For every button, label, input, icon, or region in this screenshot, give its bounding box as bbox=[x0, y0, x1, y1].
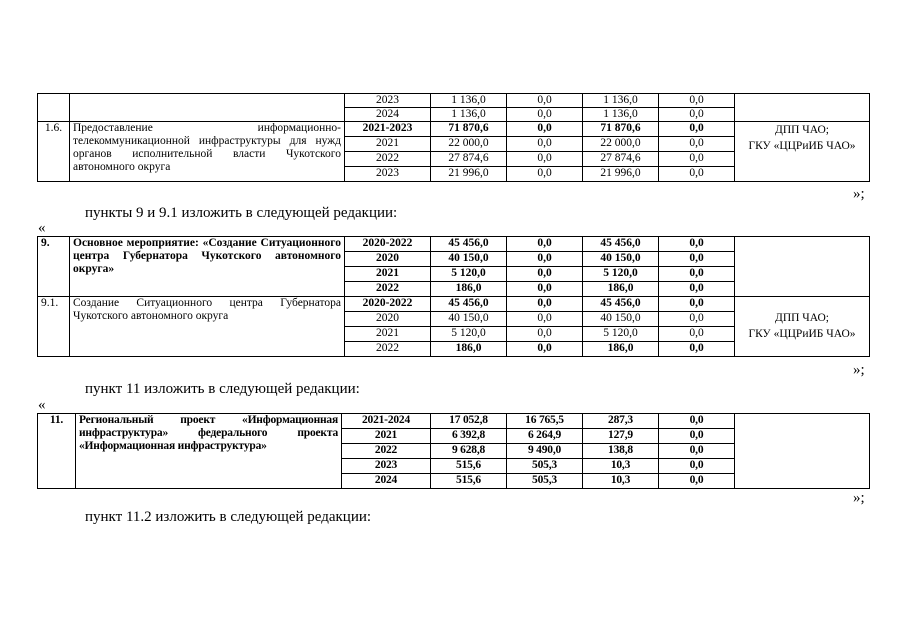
table-row bbox=[38, 297, 870, 312]
year-cell: 2022 bbox=[345, 342, 431, 357]
value-cell: 0,0 bbox=[507, 267, 583, 282]
value-cell: 40 150,0 bbox=[583, 312, 659, 327]
value-cell: 186,0 bbox=[431, 342, 507, 357]
value-cell: 1 136,0 bbox=[583, 94, 659, 108]
year-cell: 2020 bbox=[345, 252, 431, 267]
value-cell: 0,0 bbox=[659, 167, 735, 182]
value-cell: 0,0 bbox=[659, 444, 735, 459]
table-row bbox=[38, 414, 870, 429]
value-cell: 127,9 bbox=[583, 429, 659, 444]
value-cell: 45 456,0 bbox=[431, 237, 507, 252]
value-cell: 0,0 bbox=[659, 327, 735, 342]
value-cell: 0,0 bbox=[507, 137, 583, 152]
value-cell: 5 120,0 bbox=[583, 267, 659, 282]
value-cell: 0,0 bbox=[507, 327, 583, 342]
value-cell: 0,0 bbox=[659, 137, 735, 152]
table-row bbox=[38, 122, 870, 137]
value-cell: 10,3 bbox=[583, 459, 659, 474]
value-cell: 287,3 bbox=[583, 414, 659, 429]
item-number: 11. bbox=[38, 414, 76, 489]
value-cell: 1 136,0 bbox=[431, 94, 507, 108]
year-cell: 2021 bbox=[345, 137, 431, 152]
value-cell: 0,0 bbox=[659, 267, 735, 282]
value-cell: 40 150,0 bbox=[431, 252, 507, 267]
value-cell: 0,0 bbox=[507, 282, 583, 297]
amendment-paragraph: пункт 11.2 изложить в следующей редакции: bbox=[85, 509, 372, 525]
value-cell: 21 996,0 bbox=[431, 167, 507, 182]
year-cell: 2020-2022 bbox=[345, 237, 431, 252]
value-cell: 505,3 bbox=[507, 474, 583, 489]
value-cell: 0,0 bbox=[659, 252, 735, 267]
item-description: Предоставление информационно-телекоммуникационной инфраструктуры для нужд органов исполнительной власти Чукотского автономного округа bbox=[70, 122, 345, 182]
item-number: 9. bbox=[38, 237, 70, 297]
closing-quote: »; bbox=[853, 186, 865, 202]
value-cell: 515,6 bbox=[431, 474, 507, 489]
value-cell: 0,0 bbox=[507, 108, 583, 122]
value-cell: 0,0 bbox=[659, 312, 735, 327]
closing-quote: »; bbox=[853, 490, 865, 506]
value-cell: 71 870,6 bbox=[583, 122, 659, 137]
closing-quote: »; bbox=[853, 362, 865, 378]
value-cell: 0,0 bbox=[507, 152, 583, 167]
value-cell: 0,0 bbox=[659, 414, 735, 429]
value-cell: 22 000,0 bbox=[583, 137, 659, 152]
value-cell: 9 490,0 bbox=[507, 444, 583, 459]
value-cell: 0,0 bbox=[659, 459, 735, 474]
amendment-paragraph: пункт 11 изложить в следующей редакции: bbox=[85, 381, 360, 397]
value-cell: 0,0 bbox=[659, 297, 735, 312]
value-cell: 0,0 bbox=[659, 122, 735, 137]
value-cell: 45 456,0 bbox=[583, 237, 659, 252]
year-cell: 2020 bbox=[345, 312, 431, 327]
value-cell: 0,0 bbox=[659, 429, 735, 444]
value-cell: 40 150,0 bbox=[583, 252, 659, 267]
table-subprogram-1-6 bbox=[37, 93, 870, 182]
value-cell: 0,0 bbox=[507, 122, 583, 137]
executor-cell bbox=[735, 297, 870, 357]
value-cell: 5 120,0 bbox=[431, 327, 507, 342]
value-cell: 505,3 bbox=[507, 459, 583, 474]
executor-line: ГКУ «ЦЦРиИБ ЧАО» bbox=[748, 140, 856, 152]
value-cell: 27 874,6 bbox=[583, 152, 659, 167]
executor-line: ДПП ЧАО; bbox=[774, 124, 830, 136]
table-item-11 bbox=[37, 413, 870, 489]
year-cell: 2022 bbox=[345, 152, 431, 167]
year-cell: 2024 bbox=[342, 474, 431, 489]
year-cell: 2021-2023 bbox=[345, 122, 431, 137]
item-number: 1.6. bbox=[38, 122, 70, 182]
value-cell: 45 456,0 bbox=[583, 297, 659, 312]
value-cell: 0,0 bbox=[659, 94, 735, 108]
year-cell: 2021 bbox=[345, 267, 431, 282]
executor-cell bbox=[735, 414, 870, 489]
value-cell: 5 120,0 bbox=[431, 267, 507, 282]
year-cell: 2021 bbox=[342, 429, 431, 444]
value-cell: 0,0 bbox=[659, 108, 735, 122]
value-cell: 9 628,8 bbox=[431, 444, 507, 459]
value-cell: 0,0 bbox=[659, 342, 735, 357]
description-cell bbox=[70, 94, 345, 122]
year-cell: 2024 bbox=[345, 108, 431, 122]
value-cell: 17 052,8 bbox=[431, 414, 507, 429]
value-cell: 186,0 bbox=[583, 282, 659, 297]
item-description: Региональный проект «Информационная инфраструктура» федерального проекта «Информационная инфраструктура» bbox=[76, 414, 342, 489]
number-cell bbox=[38, 94, 70, 122]
executor-cell bbox=[735, 94, 870, 122]
value-cell: 0,0 bbox=[659, 282, 735, 297]
value-cell: 1 136,0 bbox=[431, 108, 507, 122]
value-cell: 0,0 bbox=[507, 342, 583, 357]
year-cell: 2021 bbox=[345, 327, 431, 342]
opening-quote: « bbox=[38, 220, 46, 236]
value-cell: 0,0 bbox=[507, 167, 583, 182]
value-cell: 186,0 bbox=[583, 342, 659, 357]
value-cell: 40 150,0 bbox=[431, 312, 507, 327]
item-description: Основное мероприятие: «Создание Ситуационного центра Губернатора Чукотского автономного округа» bbox=[70, 237, 345, 297]
value-cell: 6 264,9 bbox=[507, 429, 583, 444]
executor-line: ДПП ЧАО; bbox=[774, 312, 830, 324]
year-cell: 2023 bbox=[342, 459, 431, 474]
year-cell: 2022 bbox=[345, 282, 431, 297]
table-row bbox=[38, 237, 870, 252]
value-cell: 21 996,0 bbox=[583, 167, 659, 182]
value-cell: 0,0 bbox=[659, 152, 735, 167]
year-cell: 2022 bbox=[342, 444, 431, 459]
value-cell: 45 456,0 bbox=[431, 297, 507, 312]
amendment-paragraph: пункты 9 и 9.1 изложить в следующей редакции: bbox=[85, 205, 398, 221]
value-cell: 6 392,8 bbox=[431, 429, 507, 444]
value-cell: 1 136,0 bbox=[583, 108, 659, 122]
item-description: Создание Ситуационного центра Губернатора Чукотского автономного округа bbox=[70, 297, 345, 357]
value-cell: 22 000,0 bbox=[431, 137, 507, 152]
value-cell: 0,0 bbox=[507, 94, 583, 108]
value-cell: 10,3 bbox=[583, 474, 659, 489]
value-cell: 515,6 bbox=[431, 459, 507, 474]
value-cell: 0,0 bbox=[507, 237, 583, 252]
value-cell: 138,8 bbox=[583, 444, 659, 459]
value-cell: 27 874,6 bbox=[431, 152, 507, 167]
opening-quote: « bbox=[38, 397, 46, 413]
year-cell: 2023 bbox=[345, 167, 431, 182]
executor-cell bbox=[735, 122, 870, 182]
value-cell: 0,0 bbox=[659, 237, 735, 252]
year-cell: 2023 bbox=[345, 94, 431, 108]
item-number: 9.1. bbox=[38, 297, 70, 357]
value-cell: 71 870,6 bbox=[431, 122, 507, 137]
value-cell: 186,0 bbox=[431, 282, 507, 297]
year-cell: 2020-2022 bbox=[345, 297, 431, 312]
executor-line: ГКУ «ЦЦРиИБ ЧАО» bbox=[748, 328, 856, 340]
value-cell: 0,0 bbox=[659, 474, 735, 489]
table-row bbox=[38, 94, 870, 108]
value-cell: 0,0 bbox=[507, 252, 583, 267]
value-cell: 0,0 bbox=[507, 312, 583, 327]
executor-cell bbox=[735, 237, 870, 297]
value-cell: 16 765,5 bbox=[507, 414, 583, 429]
table-items-9 bbox=[37, 236, 870, 357]
value-cell: 0,0 bbox=[507, 297, 583, 312]
value-cell: 5 120,0 bbox=[583, 327, 659, 342]
year-cell: 2021-2024 bbox=[342, 414, 431, 429]
